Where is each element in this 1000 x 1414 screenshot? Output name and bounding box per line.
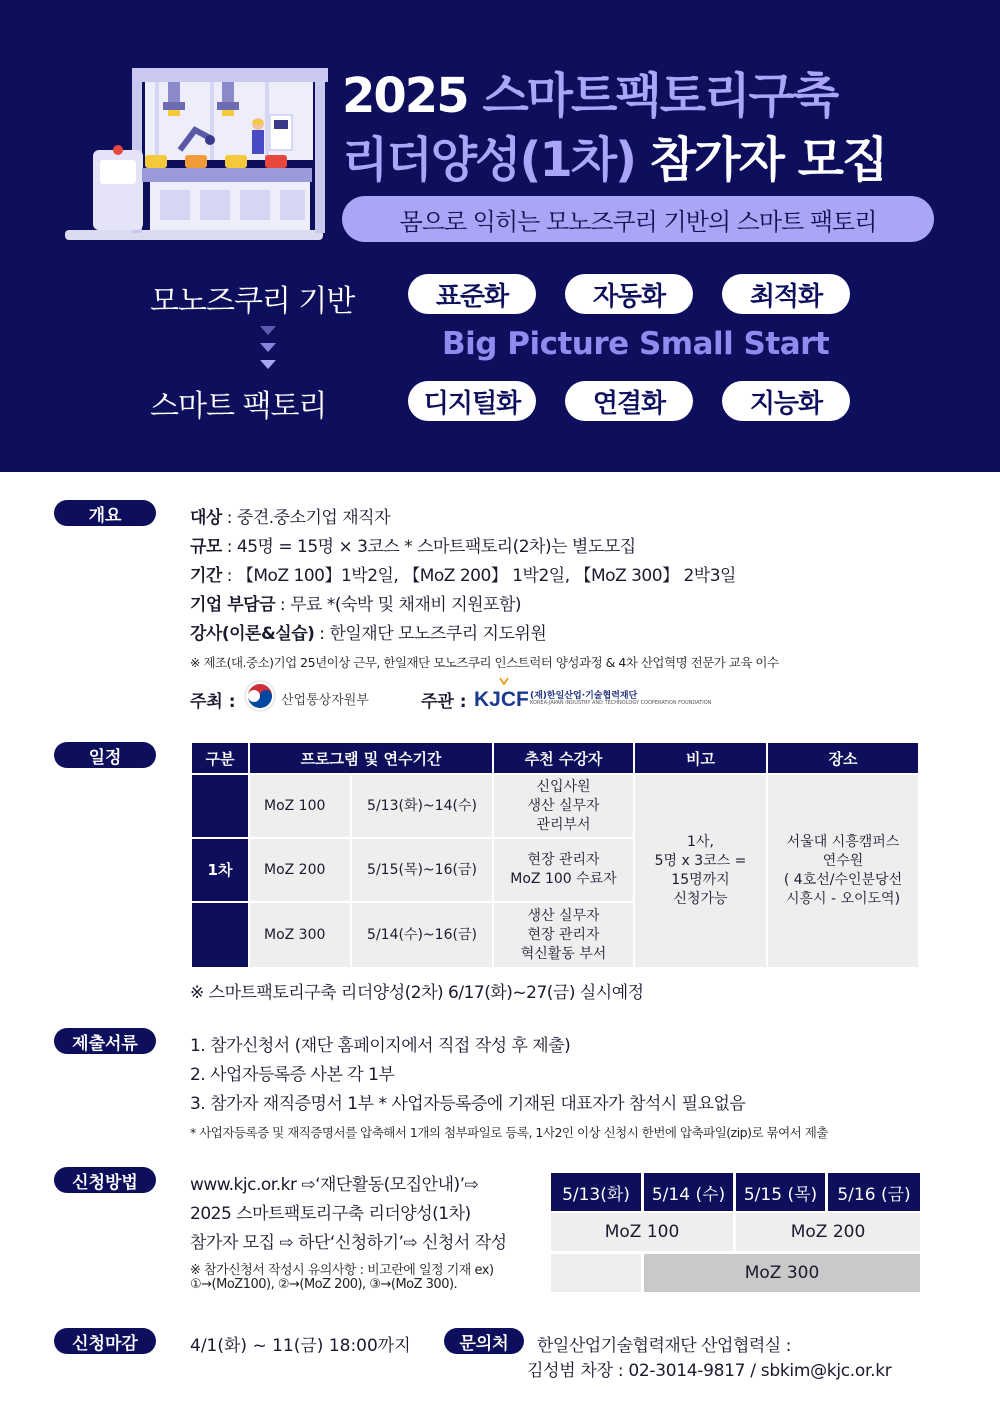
subtitle-pill: 몸으로 익히는 모노즈쿠리 기반의 스마트 팩토리 [342, 196, 934, 242]
program-dates: 5/15(목)~16(금) [351, 838, 493, 902]
section-apply-label: 신청방법 [54, 1167, 156, 1193]
program-dates: 5/13(화)~14(수) [351, 774, 493, 838]
smart-factory-label: 스마트 팩토리 [150, 389, 327, 424]
remark-cell: 1사, 5명 x 3코스 = 15명까지 신청가능 [634, 774, 767, 968]
down-arrows-icon [259, 325, 277, 371]
documents-note: * 사업자등록증 및 재직증명서를 압축해서 1개의 첨부파일로 등록, 1사2인 이상 신청시 한번에 압축파일(zip)로 묶여서 제출 [190, 1125, 828, 1140]
grid-date: 5/13(화) [551, 1173, 641, 1211]
document-item: 2. 사업자등록증 사본 각 1부 [190, 1065, 395, 1085]
deadline-value: 4/1(화) ~ 11(금) 18:00까지 [190, 1336, 411, 1356]
host-label: 주최 : [190, 692, 236, 712]
header-remark: 비고 [634, 742, 767, 774]
overview-scale: 규모 : 45명 = 15명 × 3코스 * 스마트팩토리(2차)는 별도모집 [190, 537, 636, 557]
schedule-table [190, 741, 920, 969]
section-deadline-label: 신청마감 [54, 1328, 156, 1354]
pill-digitalization: 디지털화 [408, 381, 536, 421]
apply-step-1[interactable]: www.kjc.or.kr ⇨‘재단활동(모집안내)’⇨ [190, 1175, 479, 1195]
hero-banner [0, 0, 1000, 472]
apply-step-3: 참가자 모집 ⇨ 하단‘신청하기’⇨ 신청서 작성 [190, 1233, 507, 1253]
venue-cell: 서울대 시흥캠퍼스 연수원 ( 4호선/수인분당선 시흥시 - 오이도역) [767, 774, 919, 968]
header-venue: 장소 [767, 742, 919, 774]
header-program: 프로그램 및 연수기간 [249, 742, 493, 774]
table-row [191, 774, 919, 838]
overview-cost: 기업 부담금 : 무료 *(숙박 및 채재비 지원포함) [190, 595, 522, 615]
section-documents-label: 제출서류 [54, 1028, 156, 1054]
pill-intelligence: 지능화 [722, 381, 850, 421]
grid-moz200: MoZ 200 [736, 1213, 920, 1251]
program-name: MoZ 200 [249, 838, 351, 902]
round-label: 1차 [191, 838, 249, 902]
organizer-subname: KOREA-JAPAN INDUSTRY AND TECHNOLOGY COOPERATION FOUNDATION [530, 700, 712, 706]
pill-connectivity: 연결화 [565, 381, 693, 421]
program-dates: 5/14(수)~16(금) [351, 902, 493, 968]
grid-moz100: MoZ 100 [551, 1213, 733, 1251]
grid-moz300: MoZ 300 [644, 1254, 920, 1292]
section-schedule-label: 일정 [54, 742, 156, 768]
organizer-label: 주관 : [421, 692, 467, 712]
title-line-2: 리더양성(1차) 참가자 모집 [342, 132, 887, 188]
pill-automation: 자동화 [565, 274, 693, 314]
grid-date: 5/16 (금) [828, 1173, 920, 1211]
overview-target: 대상 : 중견.중소기업 재직자 [190, 508, 390, 528]
program-audience: 생산 실무자 현장 관리자 혁신활동 부서 [493, 902, 634, 968]
overview-period: 기간 : 【MoZ 100】1박2일, 【MoZ 200】 1박2일, 【MoZ 300】 2박3일 [190, 566, 736, 586]
organizer-name: (재)한일산업·기술협력재단 [530, 691, 638, 701]
document-item: 3. 참가자 재직증명서 1부 * 사업자등록증에 기재된 대표자가 참석시 필요없음 [190, 1094, 746, 1114]
apply-note-1: ※ 참가신청서 작성시 유의사항 : 비고란에 일정 기재 ex) [190, 1263, 494, 1278]
program-name: MoZ 300 [249, 902, 351, 968]
smart-factory-illustration [60, 60, 330, 245]
document-item: 1. 참가신청서 (재단 홈페이지에서 직접 작성 후 제출) [190, 1036, 571, 1056]
overview-note: ※ 제조(대.중소)기업 25년이상 근무, 한일재단 모노즈쿠리 인스트럭터 양성과정 & 4차 산업혁명 전문가 교육 이수 [190, 655, 779, 670]
monozukuri-label: 모노즈쿠리 기반 [150, 284, 355, 319]
svg-text:KJCF: KJCF [474, 688, 529, 711]
header-category: 구분 [191, 742, 249, 774]
pill-standardization: 표준화 [408, 274, 536, 314]
grid-date: 5/15 (목) [736, 1173, 825, 1211]
section-contact-label: 문의처 [444, 1328, 524, 1354]
grid-date: 5/14 (수) [644, 1173, 733, 1211]
overview-instructor: 강사(이론&실습) : 한일재단 모노즈쿠리 지도위원 [190, 624, 547, 644]
header-audience: 추천 수강자 [493, 742, 634, 774]
host-name: 산업통상자원부 [281, 693, 369, 708]
slogan: Big Picture Small Start [442, 326, 830, 362]
contact-line-1: 한일산업기술협력재단 산업협력실 : [537, 1336, 791, 1356]
kjcf-logo [474, 676, 529, 711]
grid-empty-cell [551, 1254, 641, 1292]
program-audience: 현장 관리자 MoZ 100 수료자 [493, 838, 634, 902]
title-line-1: 2025 스마트팩토리구축 [342, 68, 838, 124]
apply-step-2: 2025 스마트팩토리구축 리더양성(1차) [190, 1204, 471, 1224]
program-name: MoZ 100 [249, 774, 351, 838]
contact-line-2: 김성범 차장 : 02-3014-9817 / sbkim@kjc.or.kr [527, 1361, 892, 1381]
section-overview-label: 개요 [54, 500, 156, 526]
schedule-note: ※ 스마트팩토리구축 리더양성(2차) 6/17(화)~27(금) 실시예정 [190, 983, 644, 1003]
apply-note-2: ①→(MoZ100), ②→(MoZ 200), ③→(MoZ 300). [190, 1277, 458, 1292]
pill-optimization: 최적화 [722, 274, 850, 314]
taegeuk-logo-icon [244, 680, 276, 712]
program-audience: 신입사원 생산 실무자 관리부서 [493, 774, 634, 838]
